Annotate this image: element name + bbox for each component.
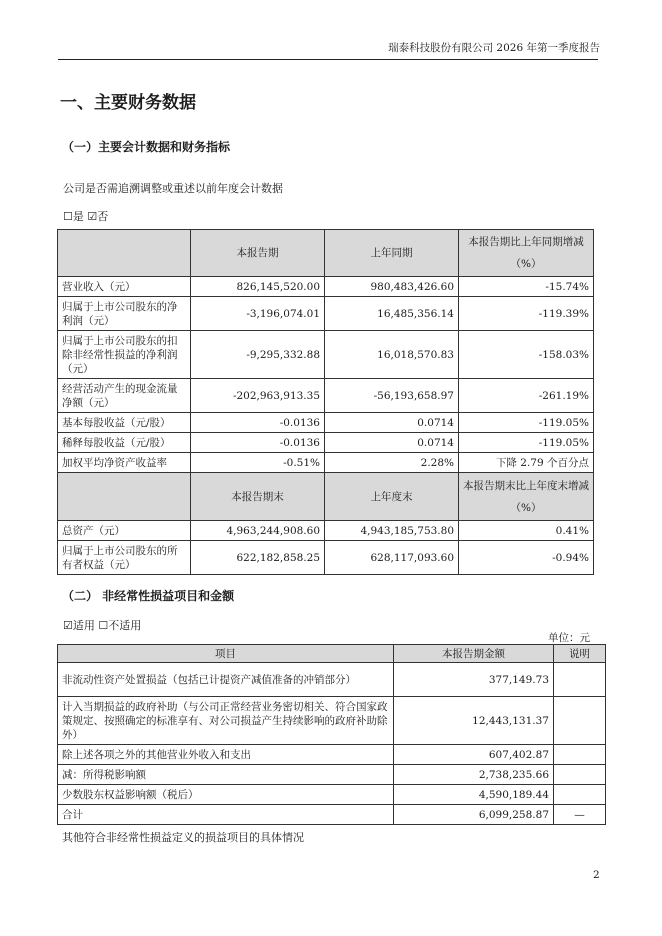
cell-value: 6,099,258.87 — [394, 805, 554, 825]
cell-value: 2,738,235.66 — [394, 765, 554, 785]
table-row — [58, 453, 594, 473]
page-number: 2 — [593, 869, 600, 881]
header-cell: 本报告期金额 — [394, 645, 554, 663]
cell-value: -0.0136 — [191, 413, 325, 433]
cell-value: -9,295,332.88 — [191, 331, 325, 379]
cell-value: 4,943,185,753.80 — [325, 521, 459, 541]
subsection-title-1: （一）主要会计数据和财务指标 — [62, 140, 231, 154]
table-row — [58, 541, 594, 575]
row-label: 除上述各项之外的其他营业外收入和支出 — [58, 745, 394, 765]
table-row — [58, 663, 606, 697]
restatement-options: ☐是 ☑否 — [63, 210, 109, 223]
cell-value: -261.19% — [459, 379, 594, 413]
table-row — [58, 413, 594, 433]
row-label: 归属于上市公司股东的所有者权益（元） — [58, 541, 191, 575]
cell-value: 622,182,858.25 — [191, 541, 325, 575]
table-row — [58, 745, 606, 765]
table-row — [58, 697, 606, 745]
cell-value: -202,963,913.35 — [191, 379, 325, 413]
header-cell: 项目 — [58, 645, 394, 663]
header-cell: 本报告期末比上年度末增减（%） — [459, 473, 594, 521]
cell-note: — — [554, 805, 606, 825]
cell-note — [554, 765, 606, 785]
cell-value: -119.05% — [459, 433, 594, 453]
footer-note: 其他符合非经常性损益定义的损益项目的具体情况 — [62, 831, 304, 844]
cell-note — [554, 697, 606, 745]
header-cell: 上年同期 — [325, 230, 459, 277]
cell-value: -0.51% — [191, 453, 325, 473]
cell-note — [554, 663, 606, 697]
cell-value: -119.05% — [459, 413, 594, 433]
cell-value: 下降 2.79 个百分点 — [459, 453, 594, 473]
report-header: 瑞泰科技股份有限公司 2026 年第一季度报告 — [388, 42, 600, 54]
cell-value: -119.39% — [459, 297, 594, 331]
row-label: 少数股东权益影响额（税后） — [58, 785, 394, 805]
cell-value: 16,485,356.14 — [325, 297, 459, 331]
table-row — [58, 379, 594, 413]
cell-value: -3,196,074.01 — [191, 297, 325, 331]
row-label: 基本每股收益（元/股） — [58, 413, 191, 433]
row-label: 计入当期损益的政府补助（与公司正常经营业务密切相关、符合国家政策规定、按照确定的标准享有、对公司损益产生持续影响的政府补助除外） — [58, 697, 394, 745]
row-label: 总资产（元） — [58, 521, 191, 541]
table-row — [58, 521, 594, 541]
cell-value: 628,117,093.60 — [325, 541, 459, 575]
table-header-row — [58, 645, 606, 663]
cell-value: 826,145,520.00 — [191, 277, 325, 297]
row-label: 营业收入（元） — [58, 277, 191, 297]
row-label: 非流动性资产处置损益（包括已计提资产减值准备的冲销部分） — [58, 663, 394, 697]
cell-note — [554, 785, 606, 805]
header-cell: 本报告期末 — [191, 473, 325, 521]
cell-value: -0.94% — [459, 541, 594, 575]
cell-value: 4,963,244,908.60 — [191, 521, 325, 541]
cell-value: 377,149.73 — [394, 663, 554, 697]
header-cell: 本报告期比上年同期增减（%） — [459, 230, 594, 277]
row-label: 经营活动产生的现金流量净额（元） — [58, 379, 191, 413]
row-label: 加权平均净资产收益率 — [58, 453, 191, 473]
table-row-total — [58, 805, 606, 825]
subsection-title-2: （二） 非经常性损益项目和金额 — [62, 589, 235, 603]
header-cell — [58, 473, 191, 521]
row-label: 归属于上市公司股东的净利润（元） — [58, 297, 191, 331]
cell-value: 0.0714 — [325, 413, 459, 433]
non-recurring-items-table — [57, 644, 606, 825]
row-label: 合计 — [58, 805, 394, 825]
table-row — [58, 297, 594, 331]
restatement-question: 公司是否需追溯调整或重述以前年度会计数据 — [63, 182, 283, 195]
cell-value: 12,443,131.37 — [394, 697, 554, 745]
table-row — [58, 785, 606, 805]
row-label: 归属于上市公司股东的扣除非经常性损益的净利润（元） — [58, 331, 191, 379]
cell-value: 2.28% — [325, 453, 459, 473]
table-row — [58, 331, 594, 379]
header-cell: 本报告期 — [191, 230, 325, 277]
cell-value: 980,483,426.60 — [325, 277, 459, 297]
header-cell: 上年度末 — [325, 473, 459, 521]
cell-value: -158.03% — [459, 331, 594, 379]
header-cell — [58, 230, 191, 277]
section-title: 一、主要财务数据 — [60, 93, 196, 113]
cell-value: 607,402.87 — [394, 745, 554, 765]
row-label: 稀释每股收益（元/股） — [58, 433, 191, 453]
cell-value: 0.41% — [459, 521, 594, 541]
table-header-row — [58, 230, 594, 277]
table-row — [58, 277, 594, 297]
table-row — [58, 433, 594, 453]
cell-value: -56,193,658.97 — [325, 379, 459, 413]
cell-value: 16,018,570.83 — [325, 331, 459, 379]
applicable-options: ☑适用 ☐不适用 — [63, 619, 142, 632]
cell-value: -0.0136 — [191, 433, 325, 453]
cell-value: -15.74% — [459, 277, 594, 297]
cell-note — [554, 745, 606, 765]
row-label: 减：所得税影响额 — [58, 765, 394, 785]
cell-value: 0.0714 — [325, 433, 459, 453]
header-cell: 说明 — [554, 645, 606, 663]
table-row — [58, 765, 606, 785]
key-financial-data-table — [57, 229, 594, 575]
cell-value: 4,590,189.44 — [394, 785, 554, 805]
unit-label: 单位：元 — [548, 632, 590, 644]
header-divider — [58, 59, 598, 60]
table-header-row — [58, 473, 594, 521]
